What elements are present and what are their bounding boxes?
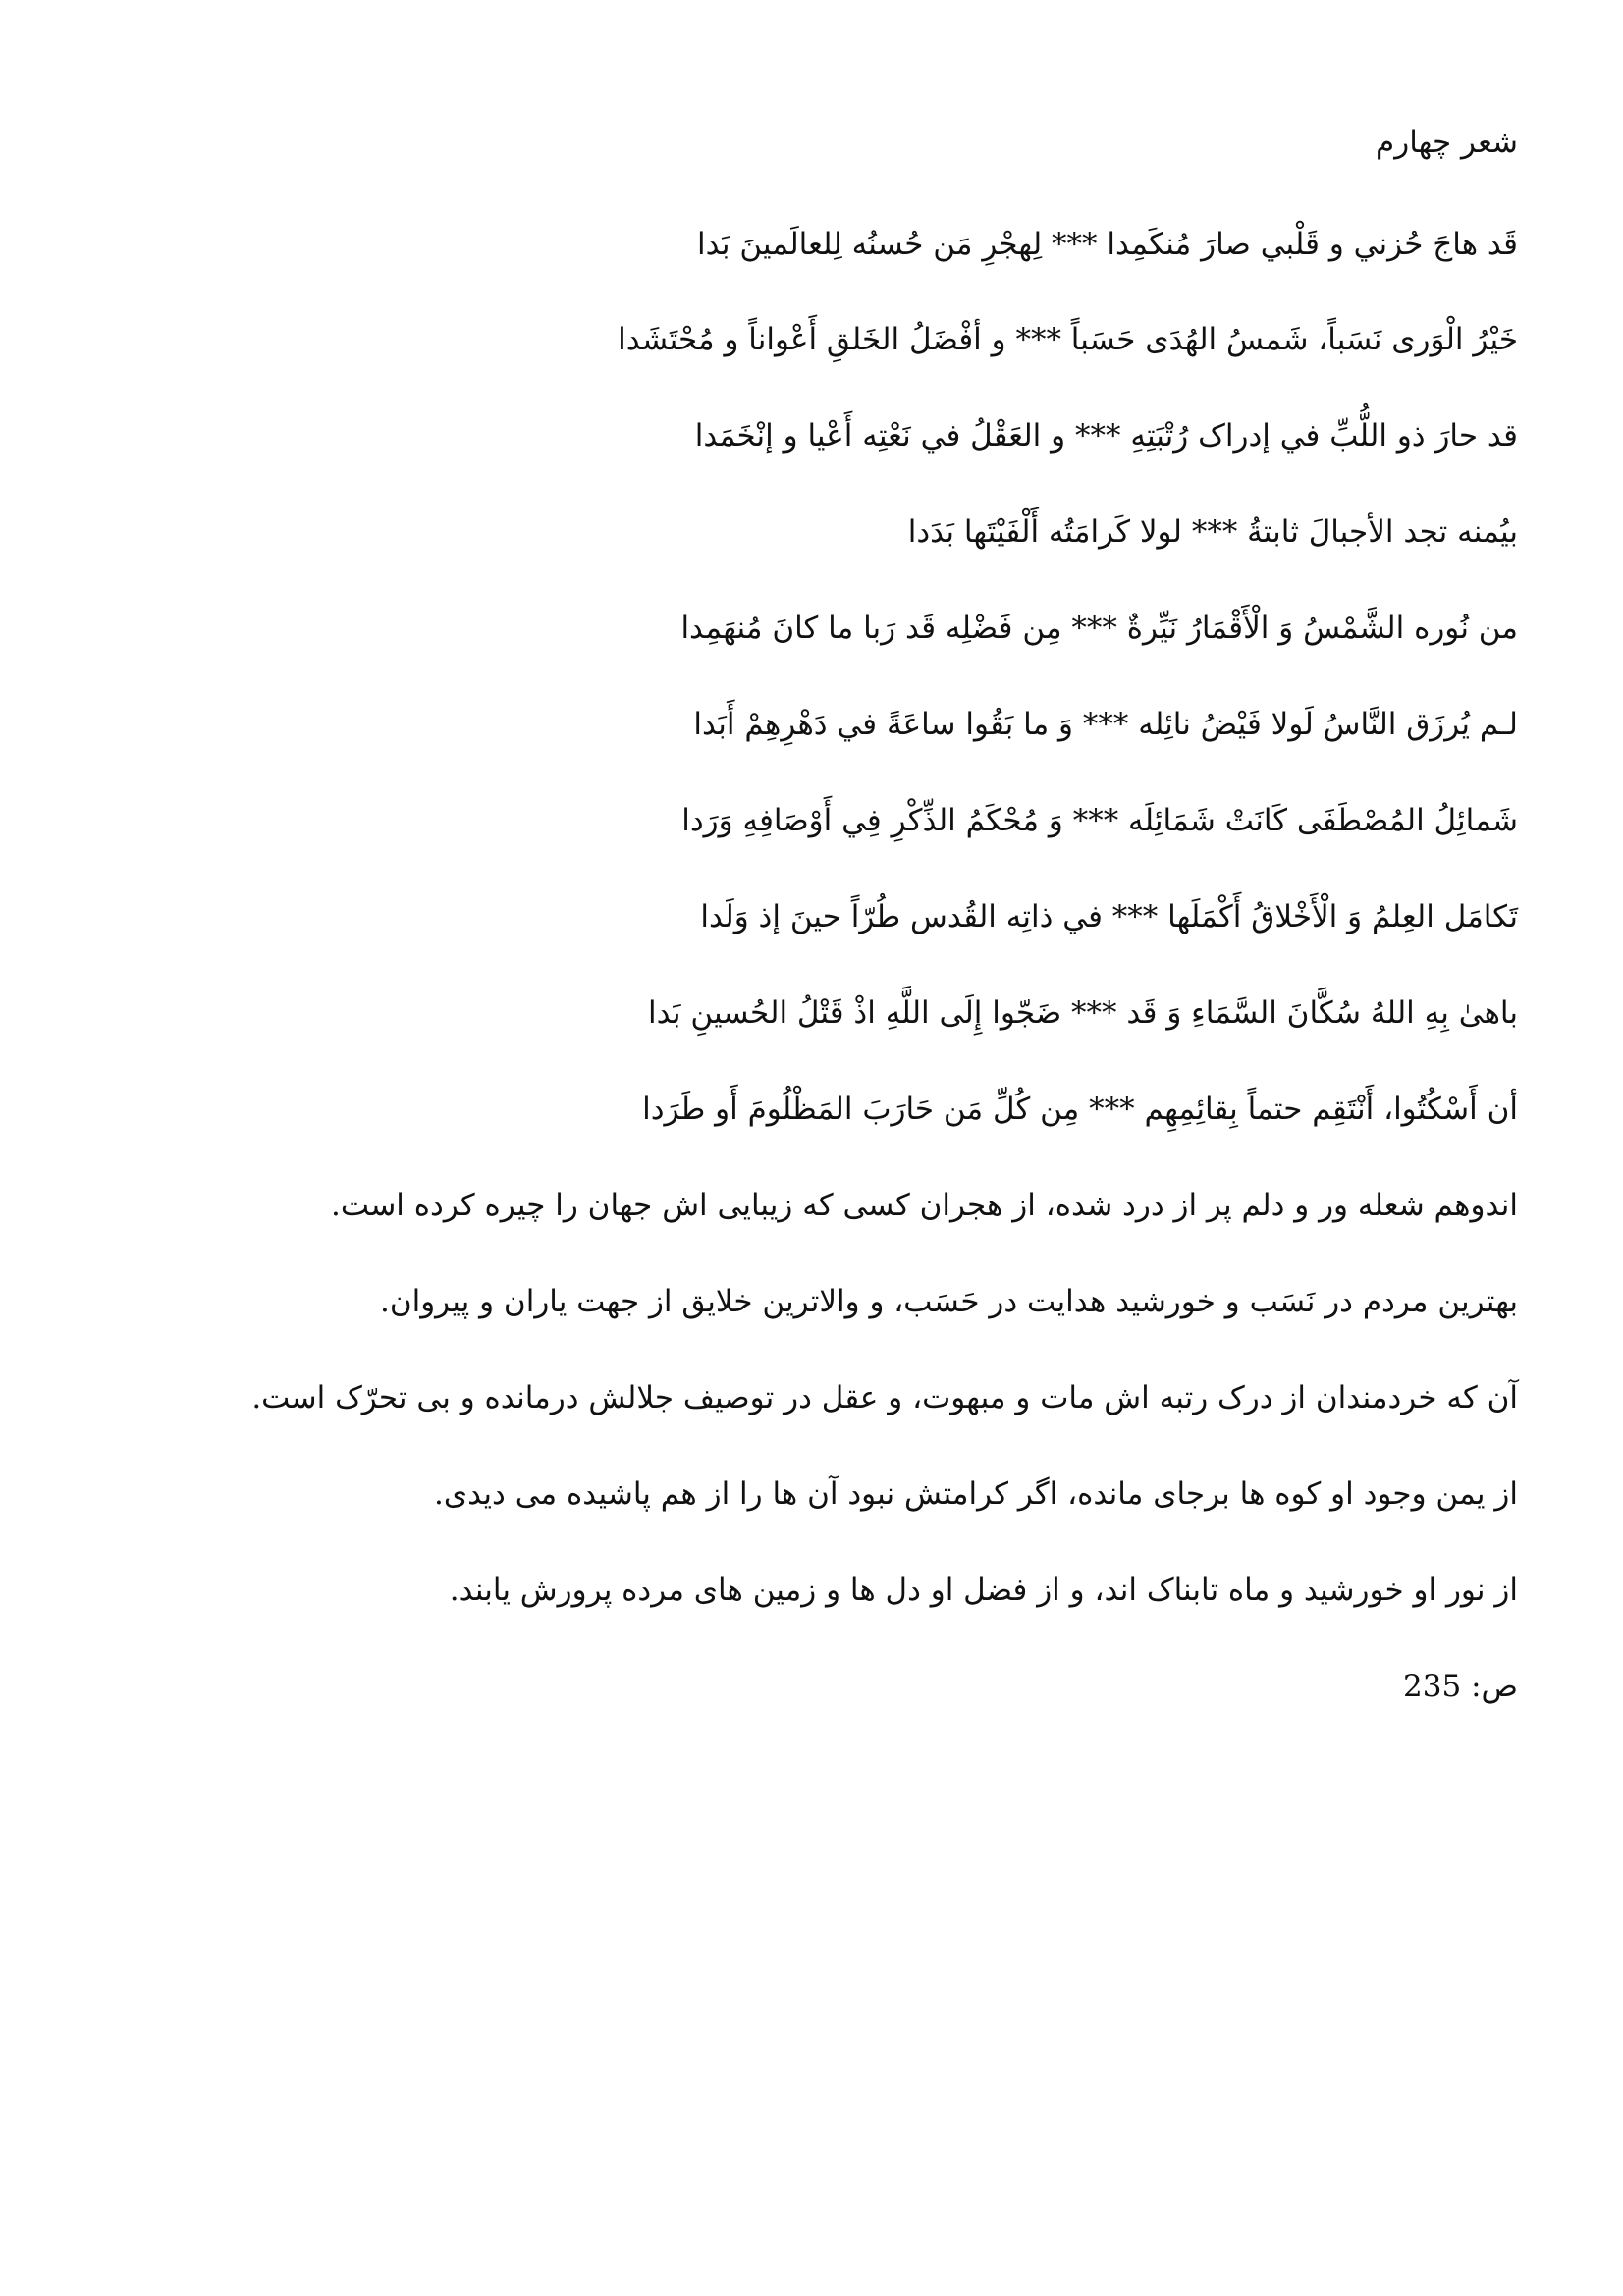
translation-line-3: آن که خردمندان از درک رتبه اش مات و مبهوت، و عقل در توصیف جلالش درمانده و بی تحرّک است. xyxy=(251,1380,1518,1415)
translation-line-5: از نور او خورشید و ماه تابناک اند، و از فضل او دل ها و زمین های مرده پرورش یابند. xyxy=(449,1573,1518,1608)
poem-verse-4: بيُمنه تجد الأجبالَ ثابتةُ *** لولا كَرامَتُه أَلْفَيْتَها بَدَدا xyxy=(907,514,1518,550)
poem-title: شعر چهارم xyxy=(1376,125,1518,160)
translation-line-2: بهترین مردم در نَسَب و خورشید هدایت در حَسَب، و والاترین خلایق از جهت یاران و پیروان. xyxy=(379,1284,1518,1319)
poem-verse-8: تَكامَل العِلمُ وَ الْأَخْلاقُ أَكْمَلَها *** في ذاتِه القُدس طُرّاً حينَ إذ وَلَدا xyxy=(700,899,1518,934)
poem-verse-7: شَمائِلُ المُصْطَفَى كَانَتْ شَمَائِلَه *** وَ مُحْكَمُ الذِّكْرِ فِي أَوْصَافِهِ وَرَدا xyxy=(681,803,1518,838)
poem-verse-2: خَيْرُ الْوَرى نَسَباً، شَمسُ الهُدَى حَسَباً *** و أفْضَلُ الخَلقِ أَعْواناً و مُحْتَشَدا xyxy=(618,322,1518,357)
poem-verse-1: قَد هاجَ حُزني و قَلْبي صارَ مُنكَمِدا *** لِهجْرِ مَن حُسنُه لِلعالَمينَ بَدا xyxy=(696,227,1518,262)
poem-verse-5: من نُوره الشَّمْسُ وَ الْأَقْمَارُ نَيِّرةٌ *** مِن فَضْلِه قَد رَبا ما كانَ مُنهَمِدا xyxy=(680,611,1518,646)
translation-line-4: از یمن وجود او کوه ها برجای مانده، اگر کرامتش نبود آن ها را از هم پاشیده می دیدی. xyxy=(434,1476,1518,1512)
translation-line-1: اندوهم شعله ور و دلم پر از درد شده، از هجران کسی که زیبایی اش جهان را چیره کرده است. xyxy=(331,1188,1518,1223)
page-number: ص: 235 xyxy=(1403,1669,1518,1704)
poem-verse-6: لـم يُرزَق النَّاسُ لَولا فَيْضُ نائِله *** وَ ما بَقُوا ساعَةً في دَهْرِهِمْ أَبَدا xyxy=(693,707,1518,742)
poem-verse-10: أن أَسْكُتُوا، أَنْتَقِم حتماً بِقائِمِهِم *** مِن كُلِّ مَن حَارَبَ المَظْلُومَ أَو طَرَدا xyxy=(642,1092,1518,1127)
poem-verse-3: قد حارَ ذو اللُّبِّ في إدراک رُتْبَتِهِ *** و العَقْلُ في نَعْتِه أَعْيا و إنْخَمَدا xyxy=(694,418,1518,454)
poem-verse-9: باهىٰ بِهِ اللهُ سُكَّانَ السَّمَاءِ وَ قَد *** ضَجّوا إِلَى اللَّهِ اذْ قَتْلُ الحُسينِ بَدا xyxy=(648,995,1518,1031)
